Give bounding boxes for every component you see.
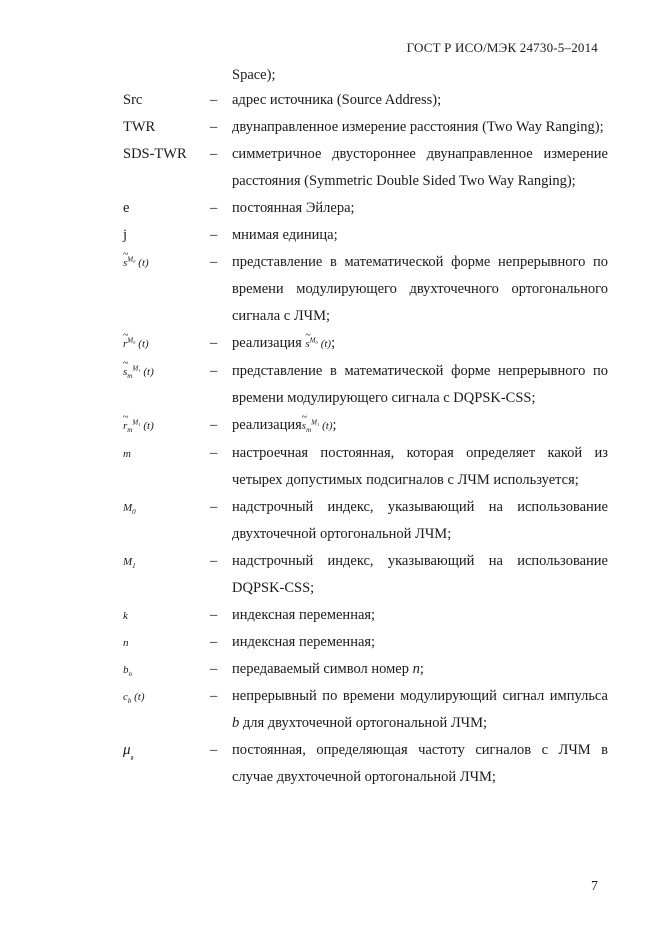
math-term	[123, 359, 154, 386]
definition-text	[232, 656, 608, 683]
dash: –	[210, 92, 218, 108]
dash: –	[210, 417, 218, 433]
math-term: n	[123, 637, 129, 649]
definition-entry	[0, 330, 661, 358]
inline-math	[301, 418, 333, 435]
subscript: 0	[132, 508, 136, 517]
argument: (t)	[134, 691, 145, 703]
definition-prefix: непрерывный по времени модулирующий сигнал импульса	[232, 688, 608, 704]
definition-text: двунаправленное измерение расстояния (Two Way Ranging);	[232, 119, 604, 135]
definition-entry	[0, 141, 661, 195]
definition-text: представление в математической форме непрерывного по времени модулирующего двухточечного ортогонального сигнала с ЛЧМ;	[232, 254, 608, 324]
math-term	[123, 495, 136, 522]
subscript: m	[127, 372, 133, 381]
argument: (t)	[138, 257, 149, 269]
superscript: M₁	[132, 364, 141, 373]
math-term: k	[123, 610, 128, 622]
math-term	[123, 549, 136, 576]
symbol: M	[123, 556, 133, 568]
definition-suffix: ;	[419, 661, 424, 677]
definition-text: индексная переменная;	[232, 607, 376, 623]
definition-entry	[0, 683, 661, 737]
subscript: n	[128, 670, 132, 679]
superscript: M₀	[127, 255, 136, 264]
definition-suffix: для двухточечной ортогональной ЛЧМ;	[239, 715, 488, 731]
definition-text: мнимая единица;	[232, 227, 338, 243]
subscript: b	[127, 697, 132, 706]
definition-entry	[0, 494, 661, 548]
definition-text: надстрочный индекс, указывающий на использование двухточечной ортогональной ЛЧМ;	[232, 499, 608, 542]
dash: –	[210, 742, 218, 758]
superscript: M₀	[309, 336, 318, 345]
definition-entry	[0, 358, 661, 412]
dash: –	[210, 661, 218, 677]
definition-prefix: реализация	[232, 417, 302, 433]
symbol: c	[123, 691, 128, 703]
dash: –	[210, 227, 218, 243]
definition-entry	[0, 440, 661, 494]
definition-text	[232, 683, 608, 737]
dash: –	[210, 553, 218, 569]
page-number: 7	[591, 879, 598, 894]
document-header: ГОСТ Р ИСО/МЭК 24730-5–2014	[406, 40, 598, 55]
definition-variable: b	[232, 715, 240, 731]
term: Src	[123, 92, 143, 108]
tilde-symbol: ~ r	[123, 331, 127, 358]
tilde-symbol: ~ s	[305, 331, 309, 358]
argument: (t)	[143, 420, 154, 432]
definition-entry	[0, 629, 661, 656]
definition-text: постоянная Эйлера;	[232, 200, 355, 216]
math-term	[123, 737, 134, 764]
definition-text	[232, 412, 608, 440]
math-term	[123, 684, 145, 711]
definition-suffix: ;	[331, 335, 336, 351]
definitions-list	[0, 87, 661, 791]
argument: (t)	[143, 366, 154, 378]
continuation-text: Space);	[232, 67, 276, 83]
argument: (t)	[322, 420, 333, 432]
math-term: m	[123, 448, 131, 460]
tilde-symbol: ~ s	[123, 250, 127, 277]
definition-entry	[0, 249, 661, 330]
symbol: b	[123, 664, 129, 676]
dash: –	[210, 335, 218, 351]
definition-text: надстрочный индекс, указывающий на использование DQPSK-CSS;	[232, 553, 608, 596]
symbol: M	[123, 502, 133, 514]
definition-prefix: передаваемый символ номер	[232, 661, 413, 677]
dash: –	[210, 607, 218, 623]
dash: –	[210, 146, 218, 162]
definition-entry	[0, 737, 661, 791]
definition-text: индексная переменная;	[232, 634, 376, 650]
dash: –	[210, 688, 218, 704]
term: e	[123, 200, 130, 216]
definition-prefix: реализация	[232, 335, 302, 351]
superscript: M₁	[311, 418, 320, 427]
tilde-symbol: ~ r	[123, 413, 127, 440]
definition-entry	[0, 602, 661, 629]
inline-math	[305, 338, 331, 350]
definition-text: представление в математической форме непрерывного по времени модулирующего сигнала с DQPSK-CSS;	[232, 363, 608, 406]
definition-entry	[0, 656, 661, 683]
definition-entry	[0, 114, 661, 141]
math-term	[123, 657, 132, 684]
math-term	[123, 250, 149, 277]
argument: (t)	[138, 338, 149, 350]
subscript: m	[127, 426, 133, 435]
dash: –	[210, 363, 218, 379]
term: SDS-TWR	[123, 146, 187, 162]
definition-text: адрес источника (Source Address);	[232, 92, 442, 108]
dash: –	[210, 634, 218, 650]
dash: –	[210, 254, 218, 270]
term: j	[123, 227, 128, 243]
definition-entry	[0, 548, 661, 602]
definition-entry	[0, 195, 661, 222]
superscript: M₁	[132, 418, 141, 427]
dash: –	[210, 200, 218, 216]
subscript: ₀	[130, 749, 134, 760]
definition-entry	[0, 87, 661, 114]
tilde-symbol: ~ s	[302, 413, 306, 440]
definition-text: симметричное двустороннее двунаправленное измерение расстояния (Symmetric Double Sided Two Way Ranging);	[232, 146, 608, 189]
symbol: μ	[123, 742, 131, 758]
subscript: m	[306, 426, 312, 435]
argument: (t)	[320, 338, 332, 350]
definition-suffix: ;	[332, 417, 337, 433]
definition-text: настроечная постоянная, которая определяет какой из четырех допустимых подсигналов с ЛЧМ используется;	[232, 445, 608, 488]
dash: –	[210, 445, 218, 461]
tilde-symbol: ~ s	[123, 359, 127, 386]
dash: –	[210, 119, 218, 135]
dash: –	[210, 499, 218, 515]
math-term	[123, 413, 154, 440]
definition-entry	[0, 412, 661, 440]
subscript: 1	[132, 562, 136, 571]
superscript: M₀	[127, 336, 136, 345]
definition-text: постоянная, определяющая частоту сигналов с ЛЧМ в случае двухточечной ортогональной ЛЧМ;	[232, 742, 608, 785]
definition-variable: n	[412, 661, 420, 677]
term: TWR	[123, 119, 156, 135]
definition-entry	[0, 222, 661, 249]
definition-text	[232, 330, 608, 358]
